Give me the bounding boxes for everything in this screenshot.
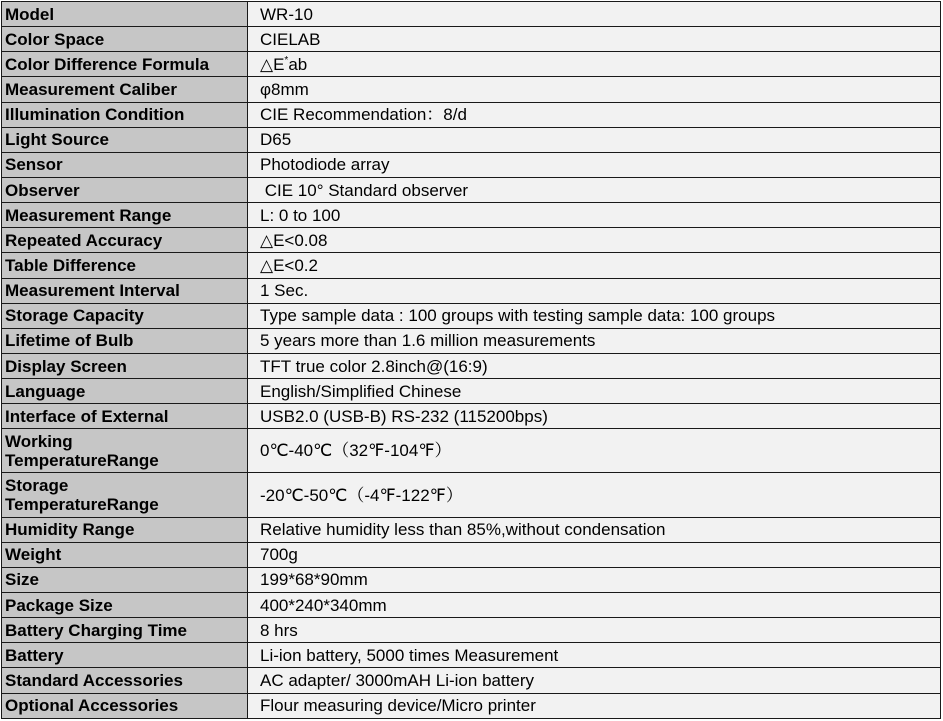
table-row	[2, 152, 941, 177]
table-row	[2, 618, 941, 643]
spec-table	[1, 1, 941, 719]
spec-label-line: Storage	[5, 476, 69, 496]
ab-suffix: ab	[288, 54, 308, 74]
spec-label: Observer	[2, 177, 248, 202]
table-row	[2, 542, 941, 567]
spec-value: Flour measuring device/Micro printer	[248, 693, 941, 718]
spec-value	[248, 52, 941, 77]
table-row	[2, 353, 941, 378]
spec-value: CIE 10° Standard observer	[248, 177, 941, 202]
table-row	[2, 203, 941, 228]
spec-value: 199*68*90mm	[248, 567, 941, 592]
spec-value: 0℃-40℃（32℉-104℉）	[248, 429, 941, 473]
spec-value: L: 0 to 100	[248, 203, 941, 228]
table-row	[2, 404, 941, 429]
table-row	[2, 253, 941, 278]
table-row	[2, 379, 941, 404]
table-row	[2, 567, 941, 592]
spec-label: Sensor	[2, 152, 248, 177]
spec-label: Display Screen	[2, 353, 248, 378]
spec-label: Color Difference Formula	[2, 52, 248, 77]
spec-label: Storage Capacity	[2, 303, 248, 328]
table-row	[2, 52, 941, 77]
spec-value: △E<0.2	[248, 253, 941, 278]
spec-label: Model	[2, 2, 248, 27]
spec-value: CIE Recommendation：8/d	[248, 102, 941, 127]
spec-value: English/Simplified Chinese	[248, 379, 941, 404]
table-row	[2, 102, 941, 127]
table-row	[2, 693, 941, 718]
spec-label: Illumination Condition	[2, 102, 248, 127]
spec-value: 8 hrs	[248, 618, 941, 643]
spec-label-line: TemperatureRange	[5, 450, 159, 470]
spec-value: 700g	[248, 542, 941, 567]
spec-label-line: Working	[5, 431, 73, 451]
table-row	[2, 473, 941, 517]
spec-label: Language	[2, 379, 248, 404]
spec-label: Measurement Range	[2, 203, 248, 228]
superscript-star: *	[284, 54, 289, 66]
table-row	[2, 303, 941, 328]
table-row	[2, 228, 941, 253]
spec-value: 5 years more than 1.6 million measurements	[248, 328, 941, 353]
table-row	[2, 429, 941, 473]
table-row	[2, 278, 941, 303]
table-row	[2, 77, 941, 102]
spec-value: 1 Sec.	[248, 278, 941, 303]
spec-value: △E<0.08	[248, 228, 941, 253]
spec-label: Package Size	[2, 593, 248, 618]
spec-value: Type sample data : 100 groups with testing sample data: 100 groups	[248, 303, 941, 328]
spec-label: Lifetime of Bulb	[2, 328, 248, 353]
spec-label: Humidity Range	[2, 517, 248, 542]
spec-value: -20℃-50℃（-4℉-122℉）	[248, 473, 941, 517]
spec-value: Relative humidity less than 85%,without condensation	[248, 517, 941, 542]
table-row	[2, 27, 941, 52]
table-row	[2, 328, 941, 353]
spec-value: USB2.0 (USB-B) RS-232 (115200bps)	[248, 404, 941, 429]
table-row	[2, 517, 941, 542]
spec-label: Weight	[2, 542, 248, 567]
spec-label: Battery	[2, 643, 248, 668]
spec-label: Measurement Caliber	[2, 77, 248, 102]
spec-label-line: TemperatureRange	[5, 495, 159, 515]
table-row	[2, 2, 941, 27]
spec-value: D65	[248, 127, 941, 152]
spec-value: TFT true color 2.8inch@(16:9)	[248, 353, 941, 378]
spec-value: AC adapter/ 3000mAH Li-ion battery	[248, 668, 941, 693]
spec-label: Color Space	[2, 27, 248, 52]
spec-value: φ8mm	[248, 77, 941, 102]
spec-value: Li-ion battery, 5000 times Measurement	[248, 643, 941, 668]
table-row	[2, 643, 941, 668]
spec-label: Optional Accessories	[2, 693, 248, 718]
spec-label: Interface of External	[2, 404, 248, 429]
table-row	[2, 177, 941, 202]
spec-label: Size	[2, 567, 248, 592]
delta-e-symbol: △E	[260, 54, 285, 74]
table-row	[2, 593, 941, 618]
spec-label: Measurement Interval	[2, 278, 248, 303]
spec-label	[2, 473, 248, 517]
spec-label: Table Difference	[2, 253, 248, 278]
spec-value: 400*240*340mm	[248, 593, 941, 618]
table-row	[2, 127, 941, 152]
spec-label: Standard Accessories	[2, 668, 248, 693]
spec-label: Light Source	[2, 127, 248, 152]
spec-label	[2, 429, 248, 473]
table-row	[2, 668, 941, 693]
spec-value: Photodiode array	[248, 152, 941, 177]
spec-value: CIELAB	[248, 27, 941, 52]
spec-value: WR-10	[248, 2, 941, 27]
spec-label: Repeated Accuracy	[2, 228, 248, 253]
spec-label: Battery Charging Time	[2, 618, 248, 643]
